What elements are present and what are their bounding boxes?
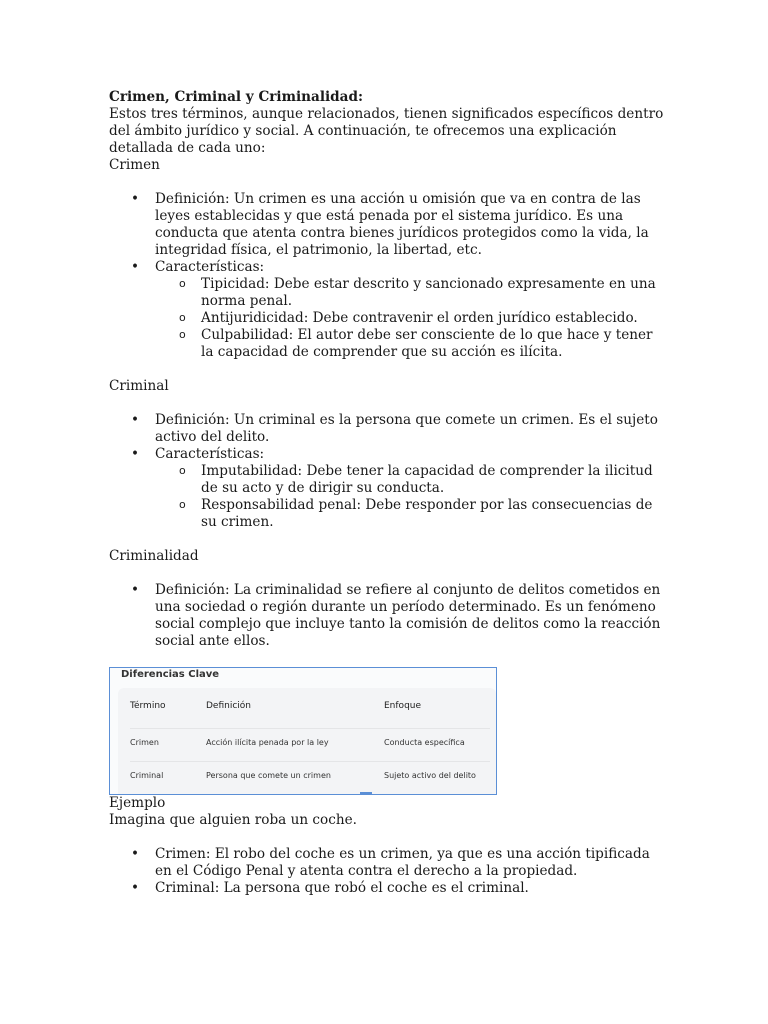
criminal-definicion: Definición: Un criminal es la persona que comete un crimen. Es el sujeto activo del delito.	[155, 412, 658, 445]
intro-paragraph: Estos tres términos, aunque relacionados, tienen significados específicos dentro del ámbito jurídico y social. A continuación, te ofrecemos una explicación detallada de cada uno:	[109, 106, 664, 156]
table-card	[118, 688, 496, 795]
table-header-cell: Definición	[206, 701, 251, 711]
table-cell: Conducta específica	[384, 729, 490, 762]
table-header-cell: Enfoque	[384, 701, 422, 711]
crimen-sublist	[155, 276, 669, 361]
table-cell	[130, 795, 206, 796]
list-item	[109, 259, 669, 361]
table-header-row	[130, 696, 490, 729]
table-cell: Persona que comete un crimen	[206, 762, 384, 795]
ejemplo-intro: Imagina que alguien roba un coche.	[109, 812, 357, 828]
ejemplo-list	[109, 846, 669, 897]
sub-list-item: o Culpabilidad: El autor debe ser consciente de lo que hace y tener la capacidad de comprender que su acción es ilícita.	[155, 327, 669, 361]
sub-list-item: o Responsabilidad penal: Debe responder por las consecuencias de su crimen.	[155, 497, 669, 531]
section-heading-criminal: Criminal	[109, 378, 169, 394]
table-cell: Sujeto activo del delito	[384, 762, 490, 795]
table-screenshot	[109, 667, 497, 795]
section-heading-ejemplo: Ejemplo	[109, 795, 166, 811]
list-item: • Criminal: La persona que robó el coche es el criminal.	[109, 880, 669, 897]
criminal-caracteristicas: Características:	[155, 446, 265, 462]
criminalidad-list	[109, 582, 669, 650]
table-row	[130, 729, 490, 762]
table-row	[130, 795, 490, 796]
sub-list-item: o Antijuridicidad: Debe contravenir el orden jurídico establecido.	[155, 310, 669, 327]
criminal-list	[109, 412, 669, 531]
sub-list-item: o Imputabilidad: Debe tener la capacidad de comprender la ilicitud de su acto y de dirigir su conducta.	[155, 463, 669, 497]
criminal-sublist	[155, 463, 669, 531]
sub-list-item: o Tipicidad: Debe estar descrito y sancionado expresamente en una norma penal.	[155, 276, 669, 310]
table-cell	[384, 795, 490, 796]
table-cell	[206, 795, 384, 796]
list-item	[109, 412, 669, 446]
list-item	[109, 446, 669, 531]
list-item: • Crimen: El robo del coche es un crimen, ya que es una acción tipificada en el Código Penal y atenta contra el derecho a la propiedad.	[109, 846, 669, 880]
document-body	[109, 89, 669, 897]
table-cell: Criminal	[130, 762, 206, 795]
table-row	[130, 762, 490, 795]
table-cell: Crimen	[130, 729, 206, 762]
differences-table	[130, 696, 490, 795]
section-heading-criminalidad: Criminalidad	[109, 548, 199, 564]
list-item	[109, 191, 669, 259]
table-cell: Acción ilícita penada por la ley	[206, 729, 384, 762]
crimen-caracteristicas: Características:	[155, 259, 265, 275]
document-title: Crimen, Criminal y Criminalidad:	[109, 89, 363, 105]
section-heading-crimen: Crimen	[109, 157, 160, 173]
list-item: • Definición: La criminalidad se refiere al conjunto de delitos cometidos en una sociedad o región durante un período determinado. Es un fenómeno social complejo que incluye tanto la comisión de delitos como la reacción social ante ellos.	[109, 582, 669, 650]
crimen-definicion: Definición: Un crimen es una acción u omisión que va en contra de las leyes establecidas y que está penada por el sistema jurídico. Es una conducta que atenta contra bienes jurídicos protegidos como la vida, la integridad física, el patrimonio, la libertad, etc.	[155, 191, 649, 258]
scroll-indicator	[360, 792, 372, 794]
table-title: Diferencias Clave	[121, 669, 220, 680]
crimen-list	[109, 191, 669, 361]
table-header-cell: Término	[130, 701, 166, 711]
